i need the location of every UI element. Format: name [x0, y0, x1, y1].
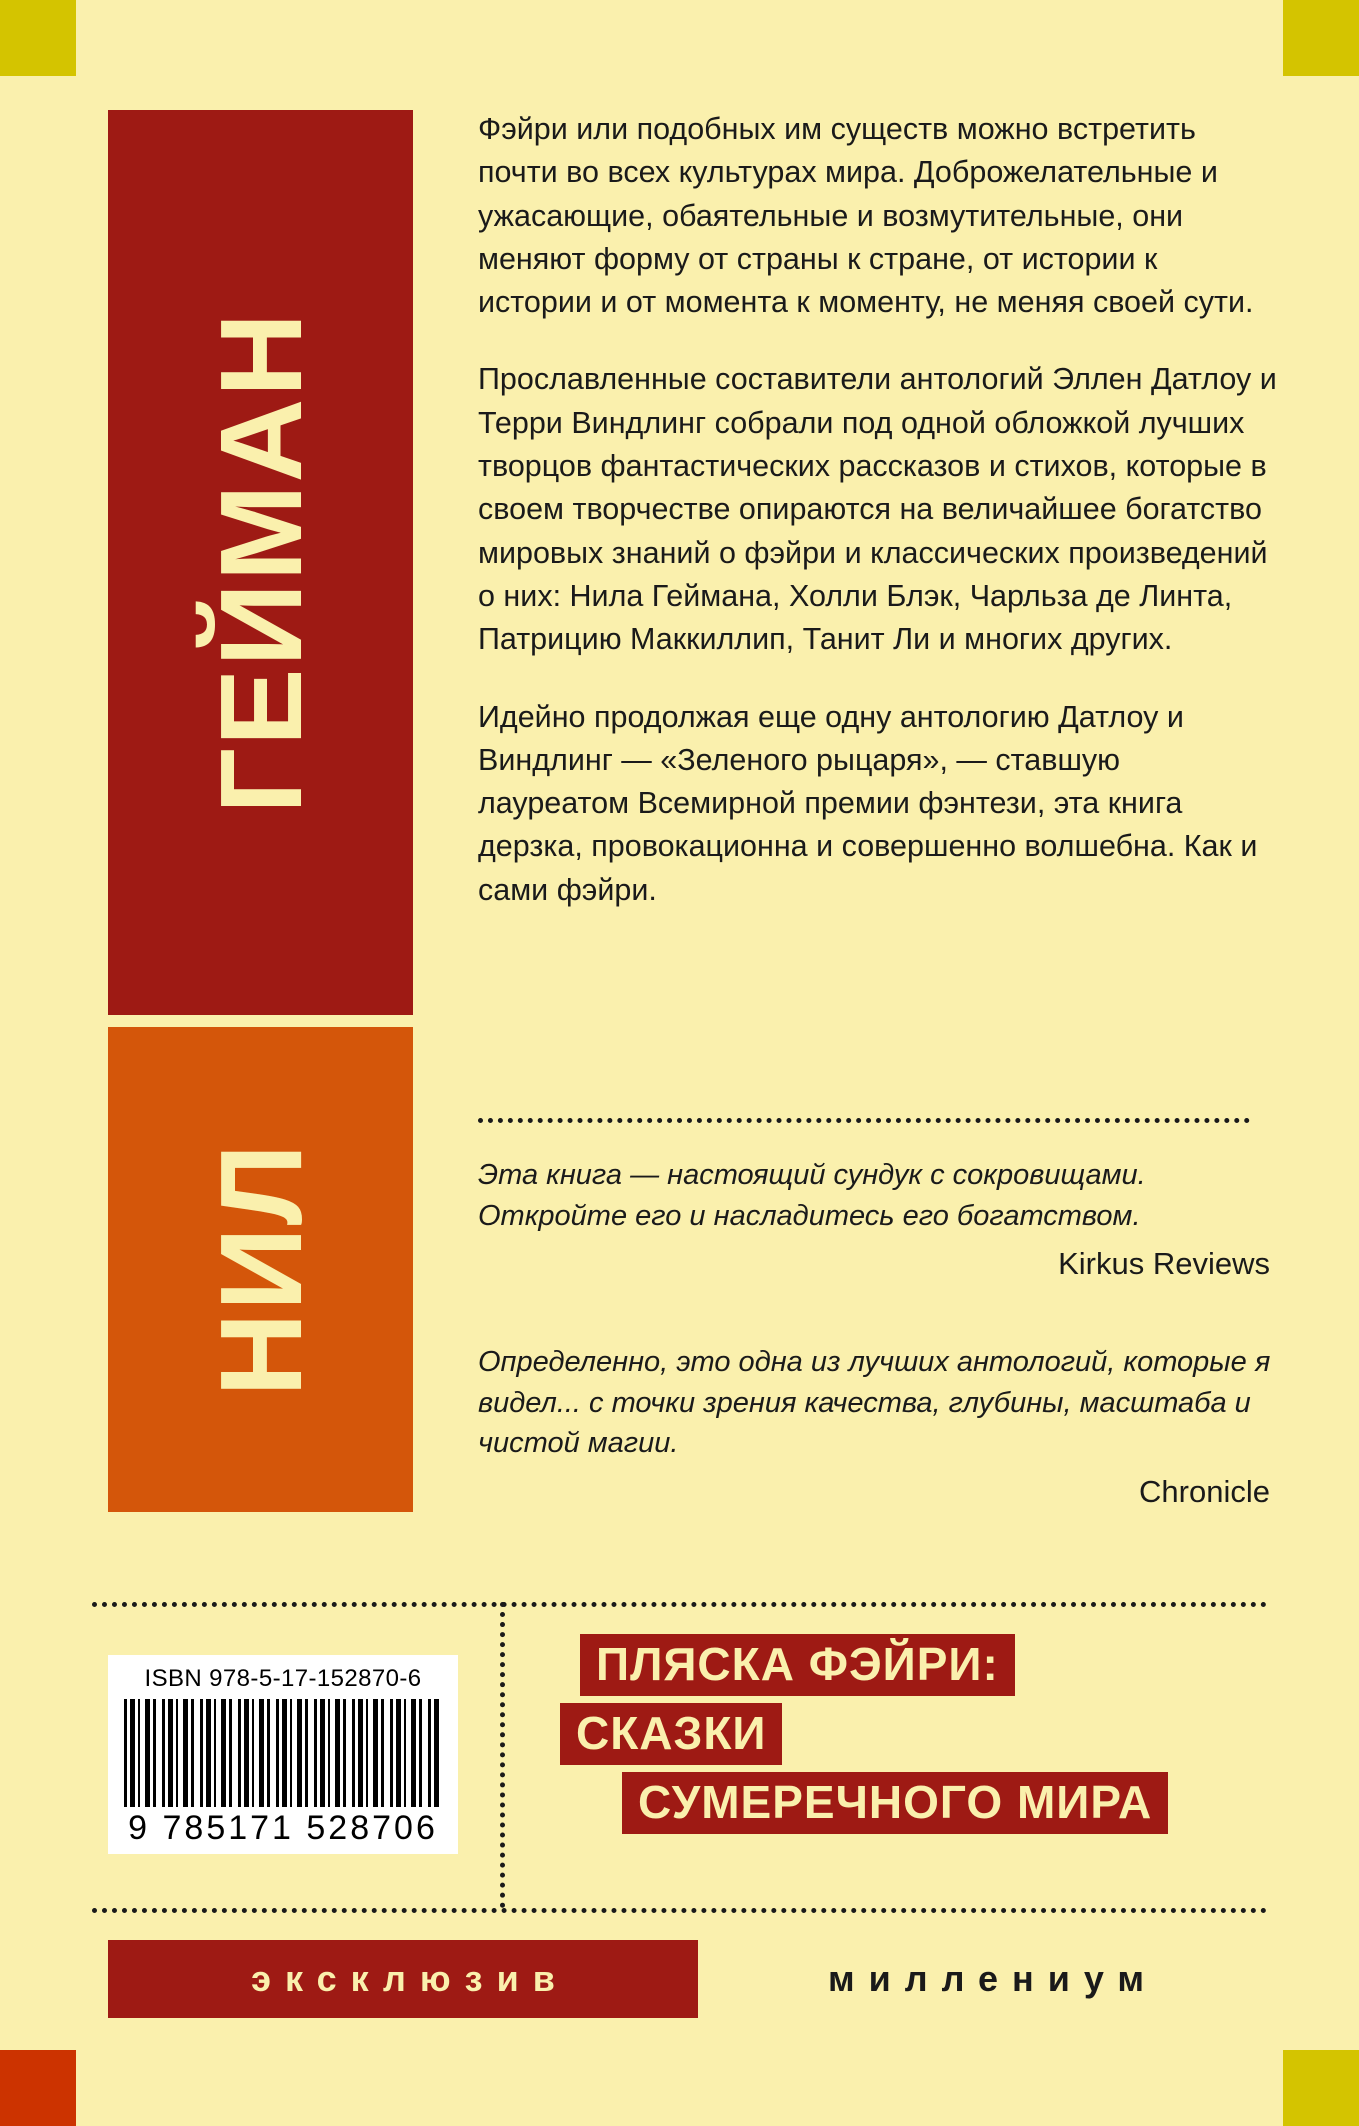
book-title-line-3: СУМЕРЕЧНОГО МИРА — [622, 1772, 1168, 1834]
series-badge-left — [108, 1940, 698, 2018]
series-label-right: миллениум — [827, 1958, 1159, 1999]
isbn-label: ISBN 978-5-17-152870-6 — [144, 1665, 422, 1692]
author-firstname-bar — [108, 1027, 413, 1512]
divider-dotted-vertical — [500, 1602, 505, 1908]
author-surname: ГЕЙМАН — [195, 311, 326, 814]
isbn-barcode-block — [108, 1655, 458, 1854]
corner-decoration-top-right — [1283, 0, 1359, 76]
annotation-paragraph-3: Идейно продолжая еще одну антологию Датлоу и Виндлинг — «Зеленого рыцаря», — ставшую лауреатом Всемирной премии фэнтези, эта книга дерзка, провокационна и совершенно волшебна. Как и сами фэйри. — [478, 699, 1258, 907]
review-source-1: Kirkus Reviews — [1058, 1246, 1270, 1282]
barcode-image — [124, 1699, 442, 1807]
divider-dotted-bottom-top — [92, 1602, 1267, 1607]
annotation-text — [478, 108, 1278, 946]
annotation-paragraph-2: Прославленные составители антологий Эллен Датлоу и Терри Виндлинг собрали под одной обложкой лучших творцов фантастических рассказов и стихов, которые в своем творчестве опираются на величайшее богатство мировых знаний о фэйри и классических произведений о них: Нила Геймана, Холли Блэк, Чарльза де Линта, Патрицию Маккиллип, Танит Ли и многих других. — [478, 362, 1277, 657]
annotation-paragraph-1: Фэйри или подобных им существ можно встретить почти во всех культурах мира. Доброжелательные и ужасающие, обаятельные и возмутительные, они меняют форму от страны к стране, от истории к истории и от момента к моменту, не меняя своей сути. — [478, 112, 1254, 320]
review-source-2: Chronicle — [1139, 1473, 1270, 1509]
series-label-left: эксклюзив — [251, 1958, 569, 1999]
divider-dotted-bottom-bottom — [92, 1908, 1267, 1913]
author-block — [108, 110, 413, 1512]
book-title-line-1: ПЛЯСКА ФЭЙРИ: — [580, 1634, 1015, 1696]
barcode-digits: 9 785171 528706 — [128, 1809, 438, 1847]
review-quote-1: Эта книга — настоящий сундук с сокровищами. Откройте его и насладитесь его богатством. — [478, 1159, 1146, 1232]
corner-decoration-bottom-left — [0, 2050, 76, 2126]
corner-decoration-top-left — [0, 0, 76, 76]
author-firstname: НИЛ — [195, 1142, 326, 1397]
reviews-block — [478, 1155, 1278, 1570]
series-badge-right — [716, 1940, 1256, 2018]
divider-dotted — [478, 1118, 1250, 1123]
book-title-line-2: СКАЗКИ — [560, 1703, 782, 1765]
review-quote-2: Определенно, это одна из лучших антологий, которые я видел... с точки зрения качества, глубины, масштаба и чистой магии. — [478, 1346, 1271, 1460]
author-surname-bar — [108, 110, 413, 1015]
corner-decoration-bottom-right — [1283, 2050, 1359, 2126]
book-title-block — [560, 1634, 1260, 1841]
